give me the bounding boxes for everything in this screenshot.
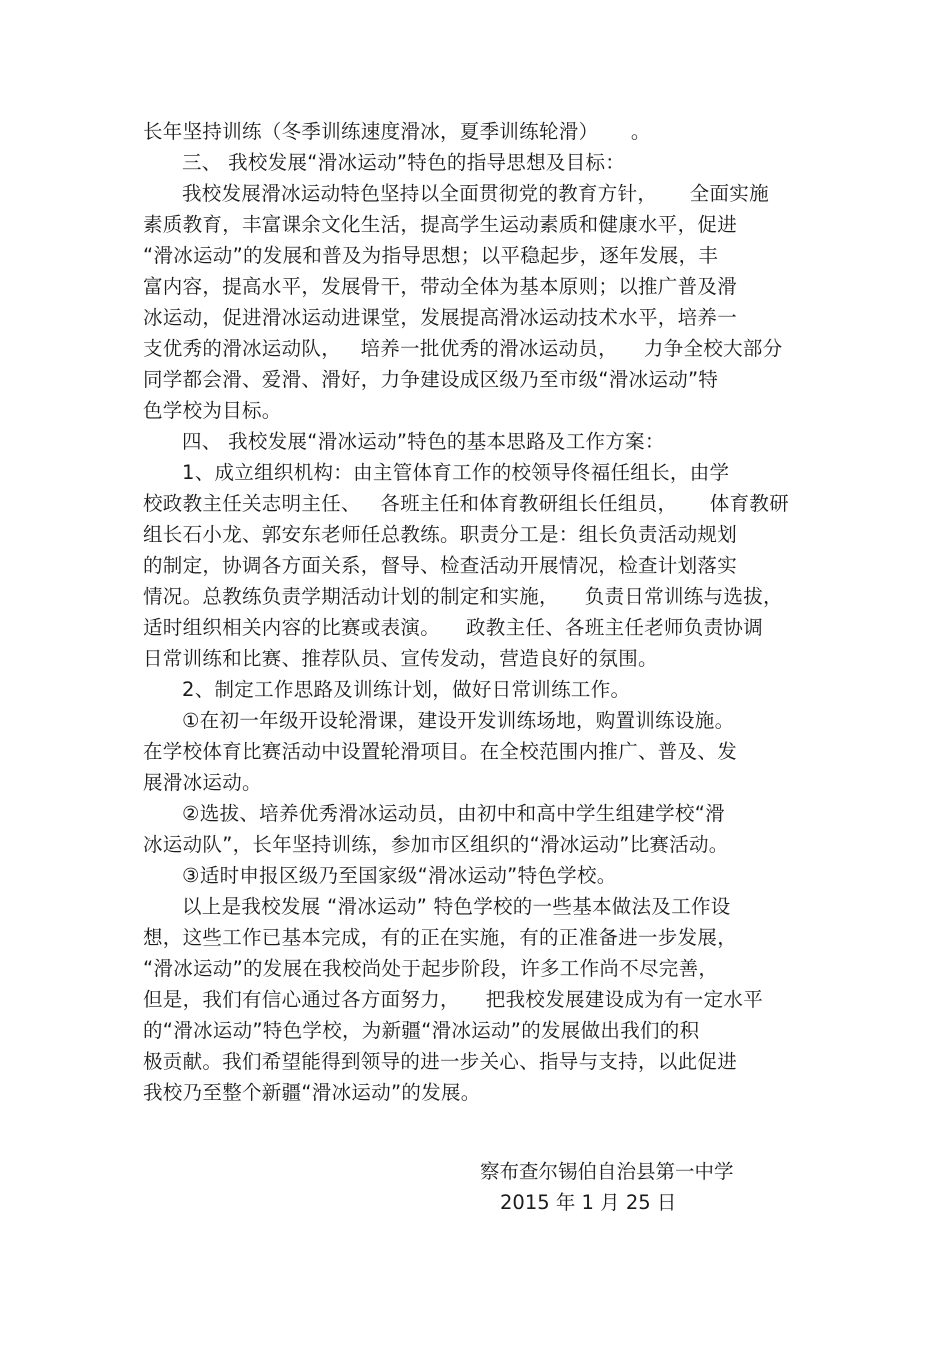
paragraph-line: ②选拔、培养优秀滑冰运动员，由初中和高中学生组建学校“滑	[143, 802, 725, 825]
paragraph-line: “滑冰运动”的发展在我校尚处于起步阶段，许多工作尚不尽完善，	[143, 957, 719, 980]
paragraph-line: 组长石小龙、郭安东老师任总教练。职责分工是：组长负责活动规划	[143, 523, 738, 546]
paragraph-line: 支优秀的滑冰运动队， 培养一批优秀的滑冰运动员， 力争全校大部分	[143, 337, 783, 360]
paragraph-line: 2、制定工作思路及训练计划，做好日常训练工作。	[143, 678, 631, 701]
paragraph-line: 富内容，提高水平，发展骨干，带动全体为基本原则；以推广普及滑	[143, 275, 738, 298]
signature-organization: 察布查尔锡伯自治县第一中学	[480, 1160, 734, 1183]
paragraph-line: 的“滑冰运动”特色学校，为新疆“滑冰运动”的发展做出我们的积	[143, 1019, 700, 1042]
paragraph-line: 的制定，协调各方面关系，督导、检查活动开展情况，检查计划落实	[143, 554, 738, 577]
paragraph-line: ①在初一年级开设轮滑课，建设开发训练场地，购置训练设施。	[143, 709, 735, 732]
paragraph-line: 素质教育，丰富课余文化生活，提高学生运动素质和健康水平，促进	[143, 213, 738, 236]
paragraph-line: 校政教主任关志明主任、 各班主任和体育教研组长任组员， 体育教研	[143, 492, 789, 515]
paragraph-line: 情况。总教练负责学期活动计划的制定和实施， 负责日常训练与选拔，	[143, 585, 783, 608]
paragraph-line: 我校乃至整个新疆“滑冰运动”的发展。	[143, 1081, 481, 1104]
paragraph-line: 长年坚持训练（冬季训练速度滑冰，夏季训练轮滑） 。	[143, 120, 651, 143]
paragraph-line: 色学校为目标。	[143, 399, 282, 422]
paragraph-line: 但是，我们有信心通过各方面努力， 把我校发展建设成为有一定水平	[143, 988, 763, 1011]
paragraph-line: “滑冰运动”的发展和普及为指导思想；以平稳起步，逐年发展，丰	[143, 244, 719, 267]
signature-date: 2015 年 1 月 25 日	[500, 1191, 677, 1214]
paragraph-line: 冰运动，促进滑冰运动进课堂，发展提高滑冰运动技术水平，培养一	[143, 306, 738, 329]
section-heading: 三、 我校发展“滑冰运动”特色的指导思想及目标：	[143, 151, 626, 174]
paragraph-line: 以上是我校发展 “滑冰运动” 特色学校的一些基本做法及工作设	[143, 895, 731, 918]
paragraph-line: 极贡献。我们希望能得到领导的进一步关心、指导与支持，以此促进	[143, 1050, 738, 1073]
paragraph-line: 同学都会滑、爱滑、滑好，力争建设成区级乃至市级“滑冰运动”特	[143, 368, 719, 391]
paragraph-line: 日常训练和比赛、推荐队员、宣传发动，营造良好的氛围。	[143, 647, 658, 670]
paragraph-line: 在学校体育比赛活动中设置轮滑项目。在全校范围内推广、普及、发	[143, 740, 738, 763]
paragraph-line: ③适时申报区级乃至国家级“滑冰运动”特色学校。	[143, 864, 617, 887]
paragraph-line: 想，这些工作已基本完成，有的正在实施，有的正准备进一步发展，	[143, 926, 738, 949]
section-heading: 四、 我校发展“滑冰运动”特色的基本思路及工作方案：	[143, 430, 665, 453]
paragraph-line: 适时组织相关内容的比赛或表演。 政教主任、各班主任老师负责协调	[143, 616, 763, 639]
paragraph-line: 我校发展滑冰运动特色坚持以全面贯彻党的教育方针， 全面实施	[143, 182, 769, 205]
paragraph-line: 展滑冰运动。	[143, 771, 262, 794]
paragraph-line: 冰运动队”，长年坚持训练，参加市区组织的“滑冰运动”比赛活动。	[143, 833, 729, 856]
paragraph-line: 1、成立组织机构：由主管体育工作的校领导佟福任组长，由学	[143, 461, 730, 484]
